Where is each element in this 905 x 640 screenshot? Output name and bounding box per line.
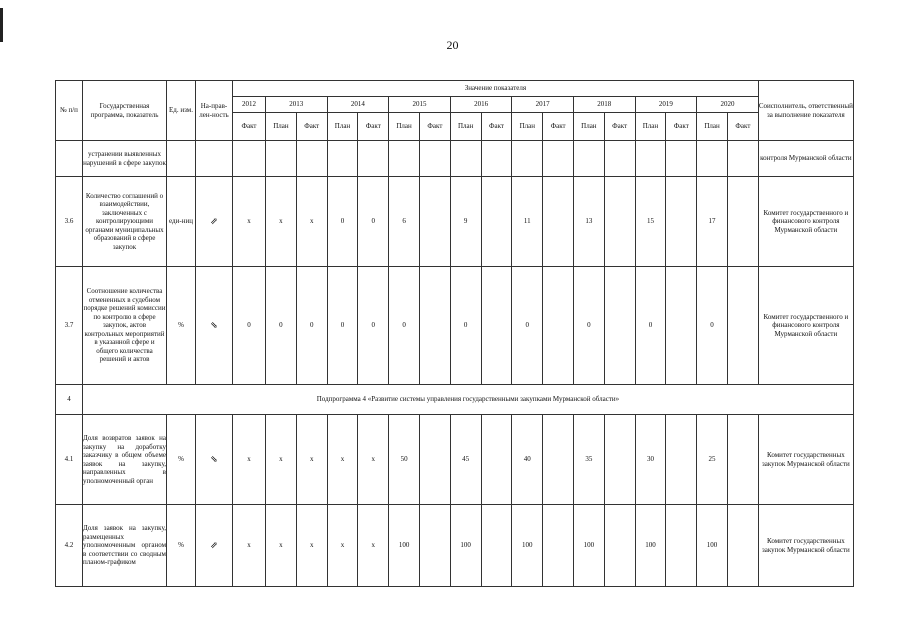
value-cell: 25 bbox=[697, 415, 728, 505]
value-cell: x bbox=[266, 177, 297, 267]
value-cell bbox=[666, 177, 697, 267]
value-cell bbox=[327, 141, 358, 177]
value-cell bbox=[543, 177, 574, 267]
value-cell: 9 bbox=[450, 177, 481, 267]
value-cell bbox=[481, 141, 512, 177]
value-cell bbox=[419, 505, 450, 587]
header-sub-fact: Факт bbox=[233, 113, 266, 141]
row-number: 4.1 bbox=[56, 415, 83, 505]
responsible-cell: Комитет государственного и финансового контроля Мурманской области bbox=[758, 267, 853, 385]
direction-cell bbox=[196, 141, 233, 177]
header-direction: На-прав-лен-ность bbox=[196, 81, 233, 141]
indicator-name: Доля заявок на закупку, размещенных уполномоченным органом в соответствии со сводным планом-графиком bbox=[83, 505, 167, 587]
value-cell bbox=[419, 141, 450, 177]
value-cell bbox=[481, 415, 512, 505]
value-cell: 0 bbox=[389, 267, 420, 385]
page-edge-mark bbox=[0, 8, 3, 42]
responsible-cell: контроля Мурманской области bbox=[758, 141, 853, 177]
value-cell: x bbox=[296, 505, 327, 587]
value-cell: x bbox=[233, 415, 266, 505]
arrow-down-right-icon: ⇘ bbox=[210, 319, 218, 330]
value-cell bbox=[543, 267, 574, 385]
value-cell bbox=[358, 141, 389, 177]
value-cell bbox=[512, 141, 543, 177]
responsible-cell: Комитет государственного и финансового контроля Мурманской области bbox=[758, 177, 853, 267]
value-cell: x bbox=[327, 505, 358, 587]
header-sub-plan: План bbox=[389, 113, 420, 141]
value-cell: 17 bbox=[697, 177, 728, 267]
value-cell bbox=[604, 505, 635, 587]
value-cell: x bbox=[233, 505, 266, 587]
value-cell bbox=[296, 141, 327, 177]
value-cell bbox=[481, 267, 512, 385]
header-sub-plan: План bbox=[327, 113, 358, 141]
unit-cell bbox=[167, 141, 196, 177]
value-cell: 13 bbox=[573, 177, 604, 267]
row-number bbox=[56, 141, 83, 177]
header-sub-plan: План bbox=[450, 113, 481, 141]
header-sub-fact: Факт bbox=[296, 113, 327, 141]
value-cell bbox=[604, 267, 635, 385]
header-year-2014: 2014 bbox=[327, 97, 389, 113]
direction-arrow-icon bbox=[196, 177, 233, 267]
value-cell bbox=[727, 505, 758, 587]
indicator-name: Соотношение количества отмененных в судебном порядке решений комиссии по контролю в сфере закупок, актов контрольных мероприятий в указанной сфере и общего количества решений и актов bbox=[83, 267, 167, 385]
header-year-2018: 2018 bbox=[573, 97, 635, 113]
value-cell: 30 bbox=[635, 415, 666, 505]
header-sub-plan: План bbox=[573, 113, 604, 141]
value-cell: x bbox=[296, 415, 327, 505]
value-cell: 0 bbox=[358, 267, 389, 385]
value-cell bbox=[666, 141, 697, 177]
header-values: Значение показателя bbox=[233, 81, 759, 97]
arrow-up-right-icon: ⇗ bbox=[210, 539, 218, 550]
value-cell bbox=[481, 505, 512, 587]
value-cell: 0 bbox=[450, 267, 481, 385]
value-cell: 0 bbox=[358, 177, 389, 267]
header-sub-fact: Факт bbox=[358, 113, 389, 141]
value-cell bbox=[419, 177, 450, 267]
value-cell bbox=[481, 177, 512, 267]
table-row bbox=[56, 505, 854, 587]
value-cell: 100 bbox=[697, 505, 728, 587]
header-year-2019: 2019 bbox=[635, 97, 697, 113]
header-year-2013: 2013 bbox=[266, 97, 328, 113]
row-number: 3.6 bbox=[56, 177, 83, 267]
page-number: 20 bbox=[446, 38, 459, 52]
indicators-table bbox=[55, 80, 854, 587]
responsible-cell: Комитет государственных закупок Мурманской области bbox=[758, 505, 853, 587]
subprogram-title: Подпрограмма 4 «Развитие системы управления государственными закупками Мурманской области» bbox=[83, 385, 854, 415]
value-cell: x bbox=[327, 415, 358, 505]
row-number: 4 bbox=[56, 385, 83, 415]
value-cell: x bbox=[296, 177, 327, 267]
value-cell bbox=[543, 415, 574, 505]
value-cell: x bbox=[266, 505, 297, 587]
header-year-2015: 2015 bbox=[389, 97, 451, 113]
value-cell bbox=[666, 267, 697, 385]
value-cell: 100 bbox=[450, 505, 481, 587]
value-cell: 35 bbox=[573, 415, 604, 505]
unit-cell: % bbox=[167, 267, 196, 385]
value-cell bbox=[266, 141, 297, 177]
header-sub-plan: План bbox=[697, 113, 728, 141]
value-cell: 45 bbox=[450, 415, 481, 505]
header-year-2020: 2020 bbox=[697, 97, 759, 113]
value-cell bbox=[543, 505, 574, 587]
value-cell bbox=[389, 141, 420, 177]
table-row bbox=[56, 267, 854, 385]
direction-arrow-icon bbox=[196, 505, 233, 587]
value-cell bbox=[419, 415, 450, 505]
header-sub-fact: Факт bbox=[419, 113, 450, 141]
header-sub-fact: Факт bbox=[543, 113, 574, 141]
table-row bbox=[56, 177, 854, 267]
value-cell: 0 bbox=[266, 267, 297, 385]
value-cell: 0 bbox=[512, 267, 543, 385]
indicator-name: Доля возвратов заявок на закупку на доработку заказчику в общем объеме заявок на закупку, направленных в уполномоченный орган bbox=[83, 415, 167, 505]
header-name: Государственная программа, показатель bbox=[83, 81, 167, 141]
header-sub-fact: Факт bbox=[727, 113, 758, 141]
header-sub-fact: Факт bbox=[666, 113, 697, 141]
value-cell bbox=[450, 141, 481, 177]
unit-cell: % bbox=[167, 415, 196, 505]
value-cell: 0 bbox=[327, 177, 358, 267]
value-cell bbox=[233, 141, 266, 177]
header-year-2016: 2016 bbox=[450, 97, 512, 113]
header-year-2012: 2012 bbox=[233, 97, 266, 113]
value-cell: 0 bbox=[327, 267, 358, 385]
header-sub-fact: Факт bbox=[481, 113, 512, 141]
header-sub-plan: План bbox=[635, 113, 666, 141]
row-number: 4.2 bbox=[56, 505, 83, 587]
value-cell: 40 bbox=[512, 415, 543, 505]
value-cell: x bbox=[266, 415, 297, 505]
value-cell bbox=[727, 177, 758, 267]
value-cell: x bbox=[233, 177, 266, 267]
value-cell bbox=[666, 505, 697, 587]
header-sub-plan: План bbox=[266, 113, 297, 141]
value-cell bbox=[666, 415, 697, 505]
value-cell: 100 bbox=[635, 505, 666, 587]
value-cell: x bbox=[358, 415, 389, 505]
value-cell bbox=[697, 141, 728, 177]
table-row bbox=[56, 385, 854, 415]
value-cell: 0 bbox=[573, 267, 604, 385]
value-cell bbox=[727, 267, 758, 385]
value-cell bbox=[727, 415, 758, 505]
value-cell bbox=[604, 415, 635, 505]
direction-arrow-icon bbox=[196, 267, 233, 385]
header-num: № п/п bbox=[56, 81, 83, 141]
header-responsible: Соисполнитель, ответственный за выполнение показателя bbox=[758, 81, 853, 141]
value-cell: 0 bbox=[635, 267, 666, 385]
value-cell: x bbox=[358, 505, 389, 587]
table-row bbox=[56, 415, 854, 505]
indicator-name: Количество соглашений о взаимодействии, заключенных с контролирующими органами муниципальных образований в сфере закупок bbox=[83, 177, 167, 267]
value-cell: 11 bbox=[512, 177, 543, 267]
value-cell: 50 bbox=[389, 415, 420, 505]
value-cell bbox=[543, 141, 574, 177]
value-cell bbox=[604, 177, 635, 267]
header-sub-fact: Факт bbox=[604, 113, 635, 141]
header-sub-plan: План bbox=[512, 113, 543, 141]
value-cell bbox=[727, 141, 758, 177]
indicator-name: устранении выявленных нарушений в сфере закупок bbox=[83, 141, 167, 177]
direction-arrow-icon bbox=[196, 415, 233, 505]
value-cell: 100 bbox=[389, 505, 420, 587]
value-cell: 15 bbox=[635, 177, 666, 267]
responsible-cell: Комитет государственных закупок Мурманской области bbox=[758, 415, 853, 505]
unit-cell: еди-ниц bbox=[167, 177, 196, 267]
header-unit: Ед. изм. bbox=[167, 81, 196, 141]
arrow-up-right-icon: ⇗ bbox=[210, 215, 218, 226]
value-cell bbox=[635, 141, 666, 177]
value-cell: 100 bbox=[512, 505, 543, 587]
table-row bbox=[56, 141, 854, 177]
row-number: 3.7 bbox=[56, 267, 83, 385]
unit-cell: % bbox=[167, 505, 196, 587]
value-cell bbox=[573, 141, 604, 177]
value-cell: 100 bbox=[573, 505, 604, 587]
value-cell: 0 bbox=[296, 267, 327, 385]
value-cell bbox=[604, 141, 635, 177]
value-cell: 0 bbox=[697, 267, 728, 385]
value-cell: 0 bbox=[233, 267, 266, 385]
header-year-2017: 2017 bbox=[512, 97, 574, 113]
arrow-down-right-icon: ⇘ bbox=[210, 453, 218, 464]
value-cell bbox=[419, 267, 450, 385]
value-cell: 6 bbox=[389, 177, 420, 267]
